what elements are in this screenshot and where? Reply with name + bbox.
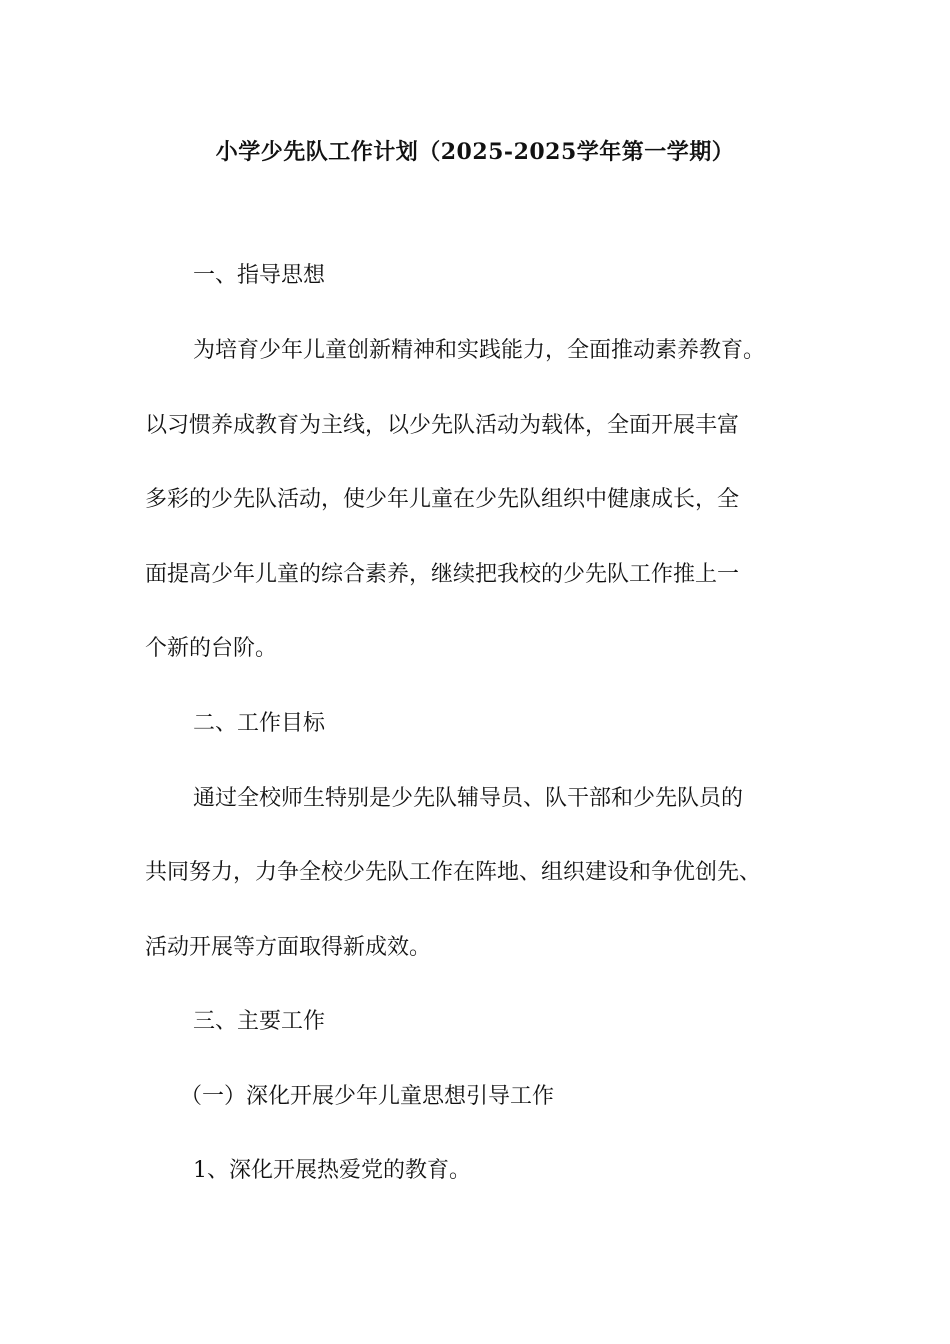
paragraph-line: 面提高少年儿童的综合素养，继续把我校的少先队工作推上一 [145, 562, 740, 587]
paragraph-line: 以习惯养成教育为主线，以少先队活动为载体，全面开展丰富 [145, 413, 740, 438]
paragraph-line: 共同努力，力争全校少先队工作在阵地、组织建设和争优创先、 [145, 860, 762, 885]
paragraph-line: 活动开展等方面取得新成效。 [145, 935, 432, 960]
section-heading-3: 三、主要工作 [193, 1009, 326, 1034]
subsection-heading: （一）深化开展少年儿童思想引导工作 [180, 1084, 555, 1109]
document-title: 小学少先队工作计划（2025-2025学年第一学期） [215, 139, 735, 165]
paragraph-line: 个新的台阶。 [145, 636, 278, 661]
paragraph-line: 多彩的少先队活动，使少年儿童在少先队组织中健康成长，全 [145, 487, 740, 512]
paragraph-line: 通过全校师生特别是少先队辅导员、队干部和少先队员的 [193, 786, 744, 811]
paragraph-line: 为培育少年儿童创新精神和实践能力，全面推动素养教育。 [193, 338, 766, 363]
section-heading-2: 二、工作目标 [193, 711, 326, 736]
section-heading-1: 一、指导思想 [193, 263, 326, 288]
list-item: 1、深化开展热爱党的教育。 [193, 1158, 471, 1183]
